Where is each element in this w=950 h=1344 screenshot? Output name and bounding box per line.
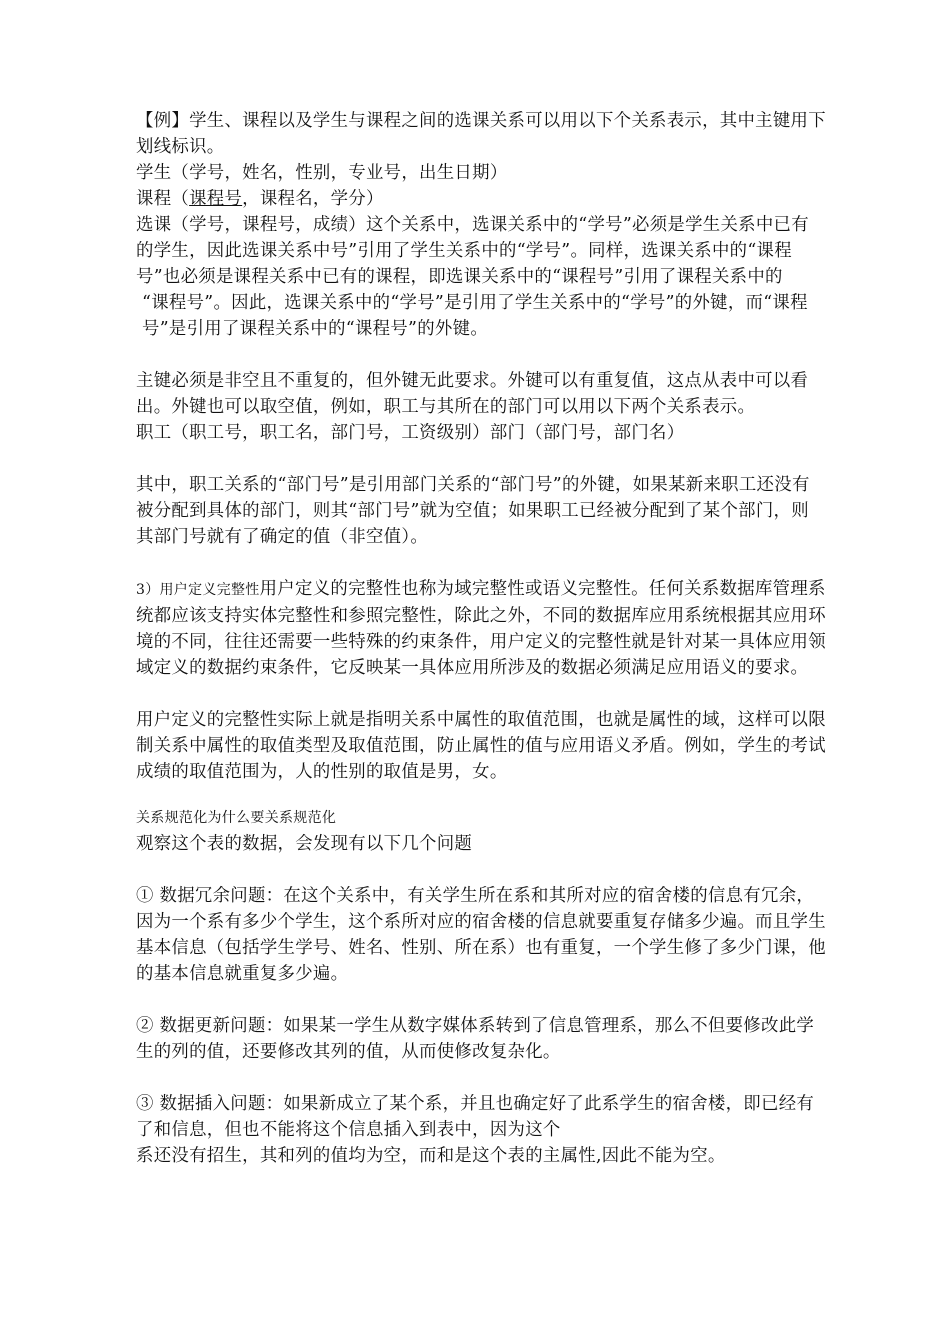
problem-insert: ③ 数据插入问题：如果新成立了某个系，并且也确定好了此系学生的宿舍楼，即已经有了和信息，但也不能将这个信息插入到表中，因为这个 bbox=[136, 1094, 815, 1140]
normalization-heading: 关系规范化为什么要关系规范化 bbox=[136, 810, 337, 826]
course-primary-key: 课程号 bbox=[189, 189, 243, 209]
document-page bbox=[136, 108, 826, 1169]
student-relation: 学生（学号，姓名，性别，专业号，出生日期） bbox=[136, 163, 508, 183]
user-defined-integrity-para bbox=[136, 576, 826, 681]
normalization-intro: 观察这个表的数据，会发现有以下几个问题 bbox=[136, 834, 473, 854]
problem-redundancy: ① 数据冗余问题：在这个关系中，有关学生所在系和其所对应的宿舍楼的信息有冗余，因为一个系有多少个学生，这个系所对应的宿舍楼的信息就要重复存储多少遍。而且学生基本信息（包括学生学号、姓名、性别、所在系）也有重复，一个学生修了多少门课，他的基本信息就重复多少遍。 bbox=[136, 886, 826, 984]
course-suffix: ，课程名，学分） bbox=[242, 189, 384, 209]
foreign-key-explanation: 其中，职工关系的“部门号”是引用部门关系的“部门号”的外键，如果某新来职工还没有被分配到具体的部门，则其“部门号”就为空值；如果职工已经被分配到了某个部门，则其部门号就有了确定的值（非空值）。 bbox=[136, 475, 810, 547]
problem-insert-continuation: 系还没有招生，其和列的值均为空，而和是这个表的主属性,因此不能为空。 bbox=[136, 1146, 726, 1166]
user-defined-domain-para: 用户定义的完整性实际上就是指明关系中属性的取值范围，也就是属性的域，这样可以限制关系中属性的取值类型及取值范围，防止属性的值与应用语义矛盾。例如，学生的考试成绩的取值范围为，人的性别的取值是男，女。 bbox=[136, 710, 826, 782]
user-defined-text: 用户定义的完整性也称为域完整性或语义完整性。任何关系数据库管理系统都应该支持实体完整性和参照完整性，除此之外，不同的数据库应用系统根据其应用环境的不同，往往还需要一些特殊的约束条件，用户定义的完整性就是针对某一具体应用领域定义的数据约束条件，它反映某一具体应用所涉及的数据必须满足应用语义的要求。 bbox=[136, 579, 826, 678]
enroll-relation: 选课（学号，课程号，成绩）这个关系中，选课关系中的“学号”必须是学生关系中已有的学生，因此选课关系中号”引用了学生关系中的“学号”。同样，选课关系中的“课程号”也必须是课程关系中已有的课程，即选课关系中的“课程号”引用了课程关系中的 bbox=[136, 215, 809, 287]
problem-update: ② 数据更新问题：如果某一学生从数字媒体系转到了信息管理系，那么不但要修改此学生的列的值，还要修改其列的值，从而使修改复杂化。 bbox=[136, 1016, 815, 1062]
employee-dept-relations: 职工（职工号，职工名，部门号，工资级别）部门（部门号，部门名） bbox=[136, 423, 685, 443]
foreign-key-para: 主键必须是非空且不重复的，但外键无此要求。外键可以有重复值，这点从表中可以看出。外键也可以取空值，例如，职工与其所在的部门可以用以下两个关系表示。 bbox=[136, 371, 809, 417]
enroll-continuation: “课程号”。因此，选课关系中的“学号”是引用了学生关系中的“学号”的外键，而“课程号”是引用了课程关系中的“课程号”的外键。 bbox=[142, 293, 808, 339]
example-intro: 【例】学生、课程以及学生与课程之间的选课关系可以用以下个关系表示，其中主键用下划线标识。 bbox=[136, 111, 826, 157]
course-relation bbox=[136, 186, 826, 212]
user-defined-label: 3）用户定义完整性 bbox=[136, 582, 260, 598]
course-prefix: 课程（ bbox=[136, 189, 190, 209]
